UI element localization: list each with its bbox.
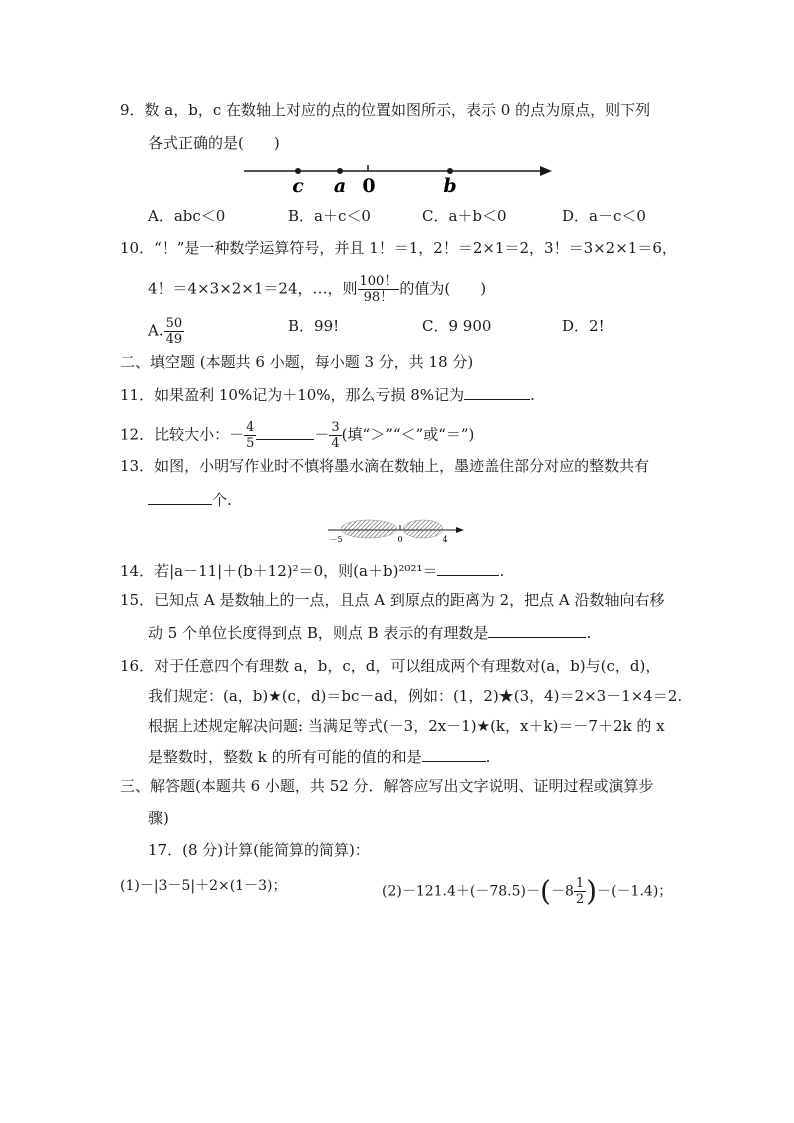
ink-blot-left bbox=[341, 520, 397, 538]
q10-line1: 10．“！”是一种数学运算符号，并且 1！＝1，2！＝2×1＝2，3！＝3×2×1＝6， bbox=[120, 239, 677, 257]
q9-line1: 9．数 a，b，c 在数轴上对应的点的位置如图所示，表示 0 的点为原点，则下列 bbox=[120, 101, 651, 119]
q9-option-b: B．a＋c＜0 bbox=[288, 207, 371, 225]
q9-option-a: A．abc＜0 bbox=[148, 207, 226, 225]
q17-p2-post: －(－1.4)； bbox=[597, 883, 673, 900]
q17-fraction bbox=[574, 876, 586, 907]
q10-option-a-fraction bbox=[164, 316, 185, 347]
q10-option-a-label: A. bbox=[148, 321, 164, 340]
q17-p2-inner: －8 bbox=[550, 883, 574, 900]
q10-frac-den: 98！ bbox=[363, 290, 394, 305]
section-2-heading: 二、填空题 (本题共 6 小题，每小题 3 分，共 18 分) bbox=[120, 353, 474, 371]
q12-post: (填“＞”“＜”或“＝”) bbox=[341, 425, 475, 444]
q10-option-a-den: 49 bbox=[165, 332, 183, 347]
q11 bbox=[120, 384, 535, 405]
q9-line2: 各式正确的是( ) bbox=[148, 134, 280, 152]
q16-line4 bbox=[148, 746, 490, 767]
q10-option-c: C．9 900 bbox=[422, 317, 492, 335]
q14-text: 14．若|a－11|＋(b＋12)²＝0，则(a＋b)²⁰²¹＝ bbox=[120, 562, 438, 580]
q12-answer-blank bbox=[256, 424, 314, 440]
q16-end: . bbox=[485, 748, 491, 766]
q13-number-line bbox=[324, 515, 470, 545]
q10-option-a-num: 50 bbox=[165, 316, 183, 331]
q13-end: 个. bbox=[212, 491, 232, 509]
q17-part-2 bbox=[382, 876, 672, 907]
q10-option-d: D．2! bbox=[562, 317, 605, 335]
q17-frac-num: 1 bbox=[575, 876, 585, 891]
q15-line2 bbox=[148, 622, 591, 643]
label-zero: 0 bbox=[397, 535, 403, 544]
q13-line2 bbox=[148, 489, 232, 510]
q12-f1-den: 5 bbox=[246, 436, 255, 451]
q16-line2: 我们规定：(a，b)★(c，d)＝bc－ad，例如：(1，2)★(3，4)＝2×3－1×4＝2. bbox=[148, 687, 683, 705]
q12-fraction-2 bbox=[329, 420, 341, 451]
point-a bbox=[337, 168, 343, 174]
q17-left-paren: ( bbox=[540, 874, 551, 908]
q14 bbox=[120, 560, 504, 581]
q9-number-line bbox=[240, 158, 560, 200]
label-4: 4 bbox=[442, 535, 448, 544]
q16-text: 是整数时，整数 k 的所有可能的值的和是 bbox=[148, 748, 422, 766]
label-c: c bbox=[292, 175, 304, 197]
q10-option-b: B．99! bbox=[288, 317, 340, 335]
q13-line1: 13．如图，小明写作业时不慎将墨水滴在数轴上，墨迹盖住部分对应的整数共有 bbox=[120, 457, 650, 475]
point-c bbox=[295, 168, 301, 174]
label-minus-5: －5 bbox=[329, 535, 343, 544]
label-zero: 0 bbox=[362, 175, 376, 197]
axis-arrow bbox=[456, 527, 464, 533]
q11-text: 11．如果盈利 10%记为＋10%，那么亏损 8%记为 bbox=[120, 386, 465, 404]
section-3-heading-line1: 三、解答题(本题共 6 小题，共 52 分．解答应写出文字说明、证明过程或演算步 bbox=[120, 777, 654, 795]
q9-option-c: C．a＋b＜0 bbox=[422, 207, 507, 225]
point-b bbox=[447, 168, 453, 174]
q16-answer-blank bbox=[422, 746, 486, 762]
q15-text: 动 5 个单位长度得到点 B，则点 B 表示的有理数是 bbox=[148, 624, 489, 642]
q11-answer-blank bbox=[464, 384, 530, 400]
q16-line3: 根据上述规定解决问题: 当满足等式(－3，2x－1)★(k，x＋k)＝－7＋2k 的 x bbox=[148, 717, 665, 735]
q12-f2-num: 3 bbox=[331, 420, 340, 435]
q10-line2 bbox=[148, 274, 486, 305]
q15-end: . bbox=[586, 624, 592, 642]
q10-text-post: 的值为( ) bbox=[399, 279, 487, 298]
q12-fraction-1 bbox=[244, 420, 256, 451]
q15-line1: 15．已知点 A 是数轴上的一点，且点 A 到原点的距离为 2，把点 A 沿数轴向右移 bbox=[120, 591, 665, 609]
q14-answer-blank bbox=[437, 560, 499, 576]
q12-pre: 12．比较大小：－ bbox=[120, 425, 245, 444]
q15-answer-blank bbox=[488, 622, 586, 638]
q12-mid: － bbox=[314, 425, 330, 444]
q17-part-1: (1)－|3－5|＋2×(1－3)； bbox=[120, 878, 287, 894]
q9-option-d: D．a－c＜0 bbox=[562, 207, 646, 225]
q10-option-a bbox=[148, 316, 184, 347]
q10-frac-num: 100！ bbox=[359, 274, 398, 289]
ink-blot-right bbox=[403, 520, 443, 538]
q17-p2-pre: (2)－121.4＋(－78.5)－ bbox=[382, 883, 541, 900]
q16-line1: 16．对于任意四个有理数 a，b，c，d，可以组成两个有理数对(a，b)与(c，d)， bbox=[120, 657, 661, 675]
label-b: b bbox=[443, 175, 457, 197]
axis-arrow bbox=[540, 166, 552, 176]
q13-answer-blank bbox=[148, 489, 212, 505]
q12 bbox=[120, 420, 474, 451]
q12-f2-den: 4 bbox=[331, 436, 340, 451]
q17-right-paren: ) bbox=[586, 874, 598, 908]
q14-end: . bbox=[499, 562, 505, 580]
q10-fraction bbox=[358, 274, 400, 305]
q10-text-pre: 4！＝4×3×2×1＝24，…，则 bbox=[148, 279, 358, 298]
q17-title: 17．(8 分)计算(能简算的简算)： bbox=[148, 841, 370, 859]
q17-frac-den: 2 bbox=[575, 892, 585, 907]
q12-f1-num: 4 bbox=[246, 420, 255, 435]
label-a: a bbox=[333, 175, 347, 197]
q11-end: . bbox=[530, 386, 535, 404]
section-3-heading-line2: 骤) bbox=[148, 809, 169, 827]
